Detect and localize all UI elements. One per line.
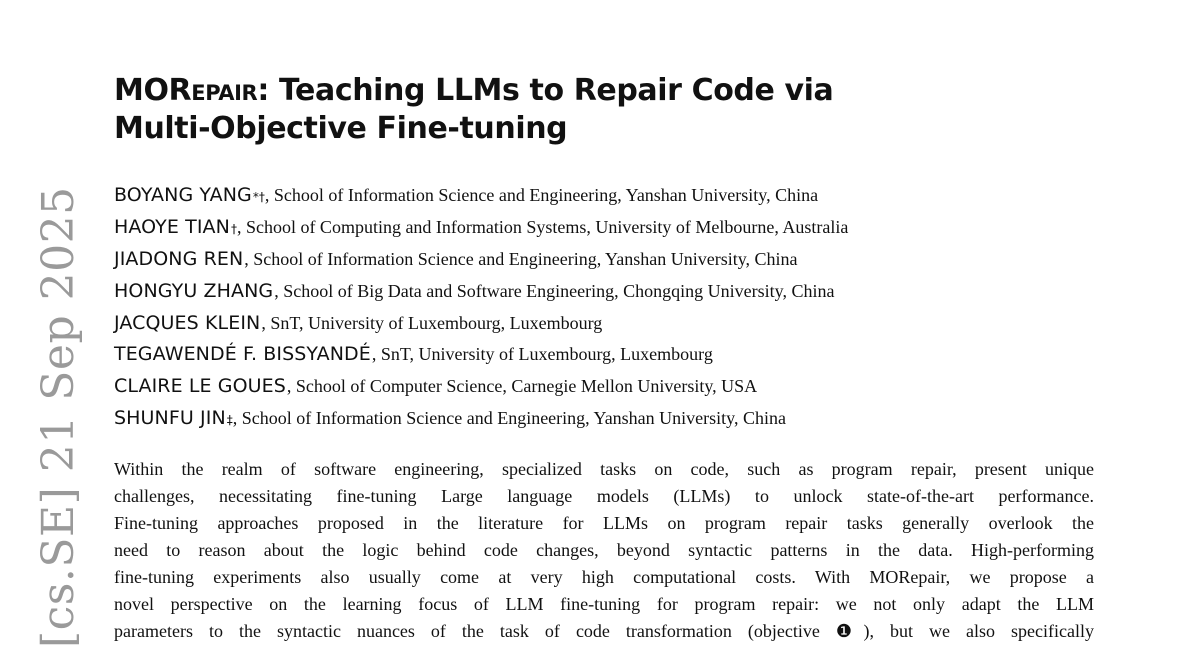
author-entry: SHUNFU JIN ‡ , School of Information Science and Engineering, Yanshan University, China [114, 407, 786, 430]
author-affiliation: , SnT, University of Luxembourg, Luxembourg [371, 344, 713, 365]
author-name: TEGAWENDÉ F. BISSYANDÉ [114, 343, 371, 366]
paper-title [114, 72, 1014, 148]
arxiv-side-stamp: [cs.SE] 21 Sep 2025 [33, 186, 84, 648]
author-affiliation: , School of Information Science and Engineering, Yanshan University, China [244, 248, 798, 269]
abstract-line: novel perspective on the learning focus of LLM fine-tuning for program repair: we not only adapt the LLM [114, 594, 1094, 614]
author-entry [114, 280, 1114, 312]
author-name: BOYANG YANG [114, 184, 252, 206]
author-affiliation: , SnT, University of Luxembourg, Luxembourg [261, 312, 603, 333]
author-affiliation: , School of Computing and Information Systems, University of Melbourne, Australia [236, 216, 849, 237]
author-affiliation: , School of Information Science and Engineering, Yanshan University, China [232, 408, 786, 429]
author-entry [114, 375, 1114, 407]
author-affiliation: , School of Computer Science, Carnegie Mellon University, USA [286, 376, 758, 397]
author-entry [114, 312, 1114, 344]
author-name: JACQUES KLEIN [114, 311, 261, 334]
author-name: CLAIRE LE GOUES [114, 375, 286, 398]
author-name: JIADONG REN [114, 247, 244, 270]
author-name: HAOYE TIAN [114, 215, 230, 238]
author-entry [114, 248, 1114, 280]
abstract [114, 456, 1094, 645]
abstract-line: fine-tuning experiments also usually come at very high computational costs. With MORepair, we propose a [114, 567, 1094, 587]
author-entry [114, 343, 1114, 375]
author-entry: BOYANG YANG *† , School of Information Science and Engineering, Yanshan University, China [114, 184, 819, 206]
author-entry: HAOYE TIAN † , School of Computing and Information Systems, University of Melbourne, Australia [114, 215, 849, 238]
author-affiliation: , School of Big Data and Software Engineering, Chongqing University, China [274, 280, 835, 301]
title-line-2: Multi-Objective Fine-tuning [114, 111, 568, 146]
abstract-line: Fine-tuning approaches proposed in the literature for LLMs on program repair tasks generally overlook the [114, 513, 1094, 533]
author-list [114, 184, 1114, 439]
abstract-line: parameters to the syntactic nuances of the task of code transformation (objective ❶), but we also specifically [114, 621, 1094, 641]
author-affiliation: , School of Information Science and Engineering, Yanshan University, China [264, 185, 819, 205]
title-line-1-rest: : Teaching LLMs to Repair Code via [257, 73, 834, 108]
system-name: MORepair [114, 73, 258, 108]
abstract-line: Within the realm of software engineering, specialized tasks on code, such as program repair, present unique [114, 459, 1094, 479]
abstract-line: need to reason about the logic behind code changes, beyond syntactic patterns in the data. High-performing [114, 540, 1094, 560]
author-name: SHUNFU JIN [114, 407, 226, 430]
author-name: HONGYU ZHANG [114, 279, 274, 302]
title-line-1 [114, 72, 1014, 110]
abstract-line: challenges, necessitating fine-tuning Large language models (LLMs) to unlock state-of-the-art performance. [114, 486, 1094, 506]
